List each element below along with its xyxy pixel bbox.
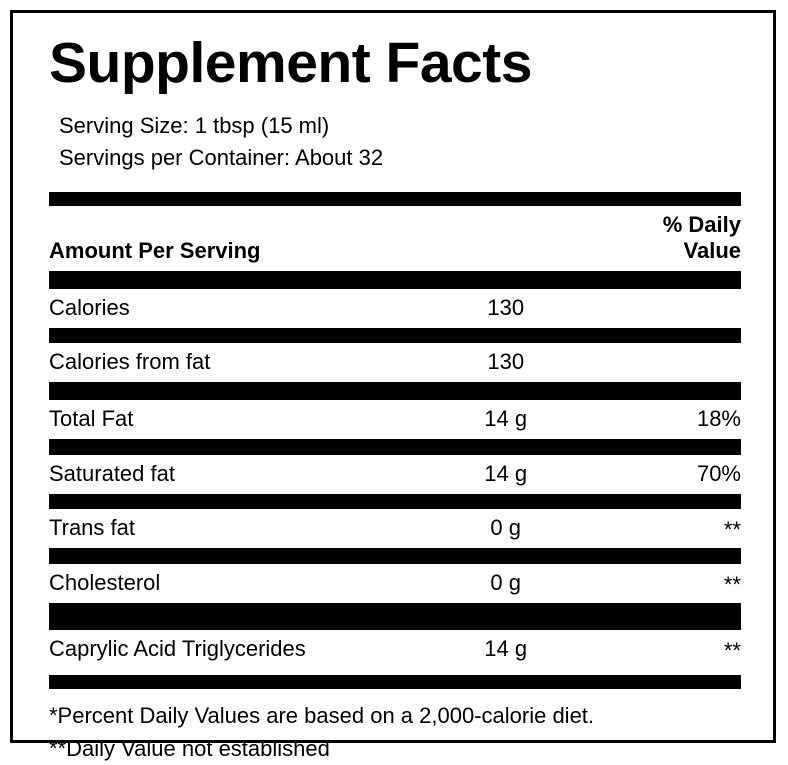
label-content xyxy=(49,31,741,765)
table-header-row xyxy=(49,206,741,271)
table-row xyxy=(49,400,741,439)
table-row xyxy=(49,564,741,603)
row-daily-value: ** xyxy=(723,571,741,597)
row-divider xyxy=(49,439,741,455)
table-row xyxy=(49,630,741,669)
row-daily-value xyxy=(603,289,741,328)
table-row xyxy=(49,509,741,548)
footnote-daily-value-not-established: **Daily Value not established xyxy=(49,735,330,761)
header-amount-per-serving: Amount Per Serving xyxy=(49,237,261,263)
row-name: Total Fat xyxy=(49,406,134,432)
row-daily-value: 70% xyxy=(696,460,741,486)
row-daily-value: ** xyxy=(723,517,741,543)
top-thick-rule xyxy=(49,192,741,206)
row-name: Cholesterol xyxy=(49,569,161,595)
row-name: Caprylic Acid Triglycerides xyxy=(49,635,306,661)
row-amount: 14 g xyxy=(484,406,528,432)
row-amount: 14 g xyxy=(484,635,528,661)
row-amount: 0 g xyxy=(490,515,522,541)
row-amount: 0 g xyxy=(490,569,522,595)
row-divider xyxy=(49,382,741,400)
header-spacer xyxy=(409,206,603,271)
row-name: Saturated fat xyxy=(49,460,175,486)
row-divider xyxy=(49,328,741,344)
table-row xyxy=(49,343,741,382)
serving-info xyxy=(49,110,741,174)
nutrition-table xyxy=(49,206,741,669)
section-thick-rule xyxy=(49,603,741,630)
row-amount: 14 g xyxy=(484,460,528,486)
row-daily-value: ** xyxy=(723,637,741,663)
row-divider xyxy=(49,548,741,564)
row-daily-value xyxy=(603,343,741,382)
row-name: Calories xyxy=(49,294,130,320)
supplement-facts-panel xyxy=(10,10,776,761)
row-divider xyxy=(49,494,741,510)
rule-under-header xyxy=(49,271,741,289)
row-name: Calories from fat xyxy=(49,349,211,375)
footnote-percent-daily-value: *Percent Daily Values are based on a 2,000-calorie diet. xyxy=(49,702,595,728)
bottom-thick-rule xyxy=(49,675,741,689)
row-daily-value: 18% xyxy=(696,406,741,432)
label-title: Supplement Facts xyxy=(49,31,532,95)
row-amount: 130 xyxy=(487,294,525,320)
servings-per-container-text: Servings per Container: About 32 xyxy=(59,144,384,170)
row-name: Trans fat xyxy=(49,515,135,541)
table-row xyxy=(49,455,741,494)
header-daily-value: % Daily Value xyxy=(662,211,741,263)
serving-size-text: Serving Size: 1 tbsp (15 ml) xyxy=(59,113,330,138)
table-row xyxy=(49,289,741,328)
row-amount: 130 xyxy=(487,349,525,375)
